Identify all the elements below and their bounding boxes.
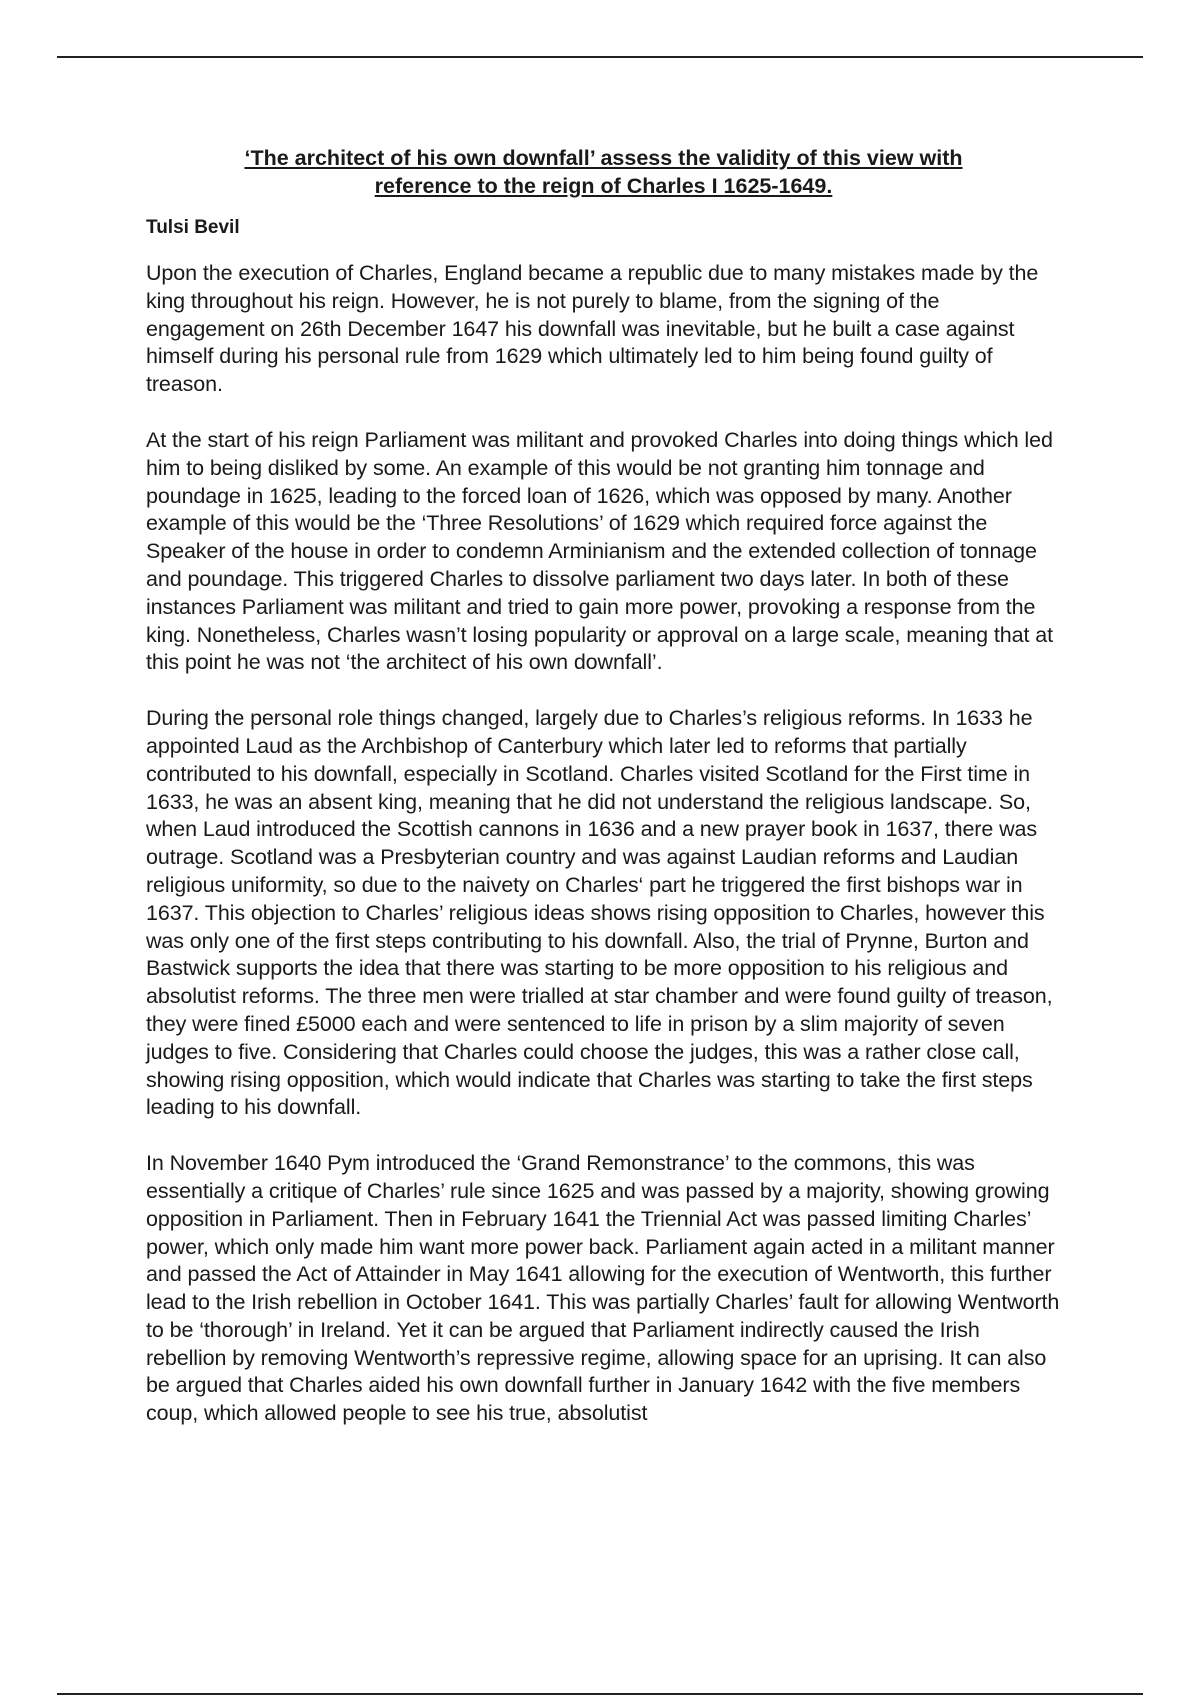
title-line-2: reference to the reign of Charles I 1625-1649. — [374, 174, 833, 198]
author-name: Tulsi Bevil — [146, 217, 240, 238]
paragraph-3: During the personal role things changed, largely due to Charles’s religious reforms. In 1633 he appointed Laud as the Archbishop of Canterbury which later led to reforms that partially contributed to his downfall, especially in Scotland. Charles visited Scotland for the First time in 1633, he was an absent king, meaning that he did not understand the religious landscape. So, when Laud introduced the Scottish cannons in 1636 and a new prayer book in 1637, there was outrage. Scotland was a Presbyterian country and was against Laudian reforms and Laudian religious uniformity, so due to the naivety on Charles‘ part he triggered the first bishops war in 1637. This objection to Charles’ religious ideas shows rising opposition to Charles, however this was only one of the first steps contributing to his downfall. Also, the trial of Prynne, Burton and Bastwick supports the idea that there was starting to be more opposition to his religious and absolutist reforms. The three men were trialled at star chamber and were found guilty of treason, they were fined £5000 each and were sentenced to life in prison by a slim majority of seven judges to five. Considering that Charles could choose the judges, this was a rather close call, showing rising opposition, which would indicate that Charles was starting to take the first steps leading to his downfall. — [146, 706, 1053, 1120]
paragraph-2: At the start of his reign Parliament was militant and provoked Charles into doing things which led him to being disliked by some. An example of this would be not granting him tonnage and poundage in 1625, leading to the forced loan of 1626, which was opposed by many. Another example of this would be the ‘Three Resolutions’ of 1629 which required force against the Speaker of the house in order to condemn Arminianism and the extended collection of tonnage and poundage. This triggered Charles to dissolve parliament two days later. In both of these instances Parliament was militant and tried to gain more power, provoking a response from the king. Nonetheless, Charles wasn’t losing popularity or approval on a large scale, meaning that at this point he was not ‘the architect of his own downfall’. — [146, 427, 1053, 675]
document-body — [146, 144, 1061, 1456]
document-title — [146, 144, 1061, 200]
header-rule — [57, 56, 1143, 58]
paragraph-4: In November 1640 Pym introduced the ‘Grand Remonstrance’ to the commons, this was essentially a critique of Charles’ rule since 1625 and was passed by a majority, showing growing opposition in Parliament. Then in February 1641 the Triennial Act was passed limiting Charles’ power, which only made him want more power back. Parliament again acted in a militant manner and passed the Act of Attainder in May 1641 allowing for the execution of Wentworth, this further lead to the Irish rebellion in October 1641. This was partially Charles’ fault for allowing Wentworth to be ‘thorough’ in Ireland. Yet it can be argued that Parliament indirectly caused the Irish rebellion by removing Wentworth’s repressive regime, allowing space for an uprising. It can also be argued that Charles aided his own downfall further in January 1642 with the five members coup, which allowed people to see his true, absolutist — [146, 1151, 1060, 1426]
paragraph-1: Upon the execution of Charles, England became a republic due to many mistakes made by the king throughout his reign. However, he is not purely to blame, from the signing of the engagement on 26th December 1647 his downfall was inevitable, but he built a case against himself during his personal rule from 1629 which ultimately led to him being found guilty of treason. — [146, 261, 1039, 397]
title-line-1: ‘The architect of his own downfall’ assess the validity of this view with — [244, 146, 963, 170]
footer-rule — [57, 1693, 1143, 1695]
